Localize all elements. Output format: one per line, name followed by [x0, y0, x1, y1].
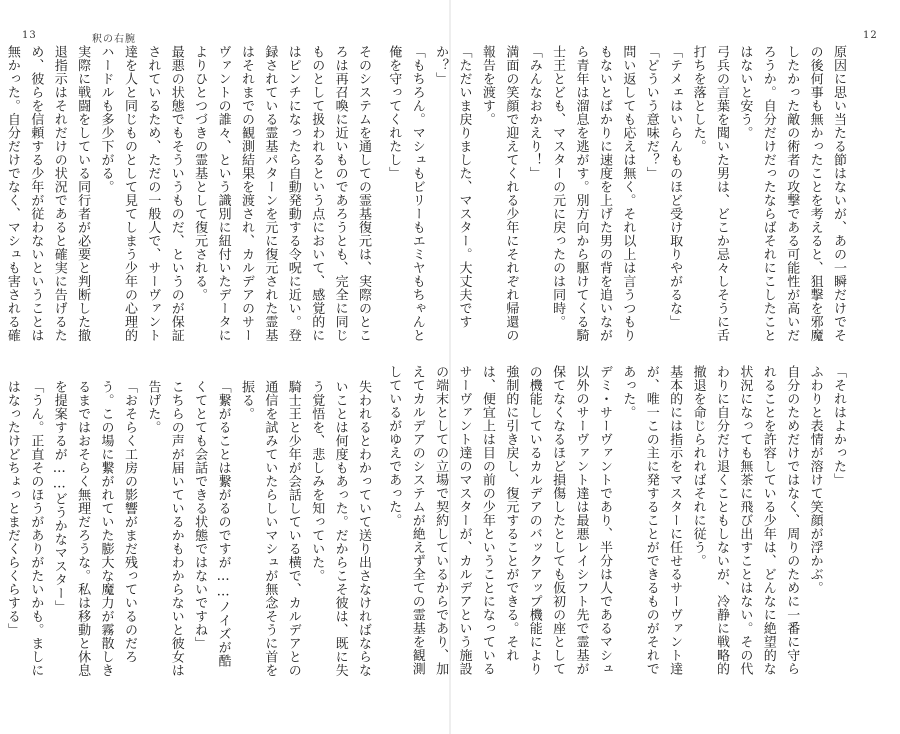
paragraph: 失われるとわかっていて送り出さなければならないことは何度もあった。だからこそ彼は、既に失う覚悟を、悲しみを知っていた。: [309, 380, 371, 677]
right-bottom-text: [386, 365, 850, 683]
paragraph: 「繋がることは繋がるのですが……ノイズが酷くてとても会話できる状態ではないですね」: [192, 380, 231, 668]
left-top-text: [4, 45, 375, 355]
paragraph: 「ただいま戻りました、マスター。大丈夫ですか？」: [433, 45, 472, 329]
running-title: 釈の右腕: [92, 34, 136, 45]
paragraph: [0, 380, 1, 680]
page-number-left: 13: [22, 30, 37, 41]
page-right: [386, 0, 900, 734]
paragraph: 「うん。正直そのほうがありがたいかも。ましにはなったけどちょっとまだくらくらする」: [4, 380, 44, 677]
paragraph: 「どういう意味だ？」: [643, 45, 659, 180]
paragraph: 「おそらく工房の影響がまだ残っているのだろう。この場に繋がれていた膨大な魔力が霧散しきるまではおそらく無理だろうな。私は移動と休息を提案するが……どうかなマスター」: [51, 380, 137, 677]
paragraph: 「それはよかった」: [831, 365, 846, 487]
paragraph: こちらの声が届いているかもわからないと彼女は告げた。: [145, 380, 184, 677]
paragraph: 騎士王と少年が会話している横で、カルデアとの通信を試みていたらしいマシュが無念そうに首を振る。: [238, 380, 301, 677]
paragraph: 実際に戦闘をしている同行者が必要と判断した撤退指示はそれだけの状況であると確実に告げるため、彼らを信頼する少年が従わないということは無かった。自分だけでなく、マシュも害される確: [4, 45, 91, 342]
paragraph: 最悪の状態でもそういうものだ、というのが保証されているため、ただの一般人で、サーヴァント達を人と同じものとして見てしまう少年の心理的ハードルも多少下がる。: [98, 45, 184, 342]
paragraph: 弓兵の言葉を聞いた男は、どこか忌々しそうに舌打ちを落とした。: [690, 45, 729, 342]
paragraph: デミ・サーヴァントであり、半分は人であるマシュ以外のサーヴァント達は最悪レイシフト先で霊基が保てなくなるほど損傷したとしても仮初の座としての機能しているカルデアのバックアップ機能により強制的に引き戻し、復元することができる。それは、便宜上は目の前の少年ということになっているサーヴァント達のマスターが、カルデアという施設の端末としての立場で契約しているからであり、加えてカルデアのシステムが絶えず全ての霊基を観測しているがゆえであった。: [386, 365, 612, 676]
paragraph: 「みんなおかえり！」: [526, 45, 542, 180]
paragraph: 問い返しても応えは無く。それ以上は言うつもりもないとばかりに速度を上げた男の背を追いながら青年は溜息を逃がす。別方向から駆けてくる騎士王とども、マスターの元に戻ったのは同時。: [550, 45, 636, 342]
paragraph: 「もちろん。マシュもビリーもエミヤもちゃんと俺を守ってくれたし」: [386, 45, 425, 342]
paragraph: そのシステムを通しての霊基復元は、実際のところは再召喚に近いものであろうとも、完全に同じものとして扱われるという点において、感覚的にはピンチになったら自動発動する令呪に近い。登録されている霊基パターンを元に復元された霊基はそれまでの観測結果を渡され、カルデアのサーヴァントの誰々、という識別に紐付いたデータによりひとつづきの霊基として復元される。: [192, 45, 371, 342]
paragraph: ふわりと表情が溶けて笑顔が浮かぶ。: [807, 365, 823, 595]
paragraph: 原因に思い当たる節はないが、あの一瞬だけでその後何事も無かったことを考えると、狙撃を邪魔したかった敵の術者の攻撃である可能性が高いだろうか。自分だけだったならばそれにこしたことはないと安う。: [737, 45, 846, 342]
paragraph: 自分のためだけではなく、周りのために一番に守られることを許容している少年は、どんなに絶望的な状況になっても無茶に飛び出すことはない。その代わりに自分だけ退くこともしないが、冷静に戦略的撤退を命じられればそれに従う。: [690, 365, 800, 676]
paragraph: 満面の笑顔で迎えてくれる少年にそれぞれ帰還の報告を渡す。: [479, 45, 519, 342]
page-number-right: 12: [863, 30, 878, 41]
right-top-text: [386, 45, 850, 345]
paragraph: 「テメェはいらんものほど受け取りやがるな」: [667, 45, 683, 329]
paragraph: 基本的には指示をマスターに任せるサーヴァント達が、唯一この主に発することができるものがそれであった。: [620, 365, 683, 676]
left-bottom-text: [4, 380, 375, 680]
